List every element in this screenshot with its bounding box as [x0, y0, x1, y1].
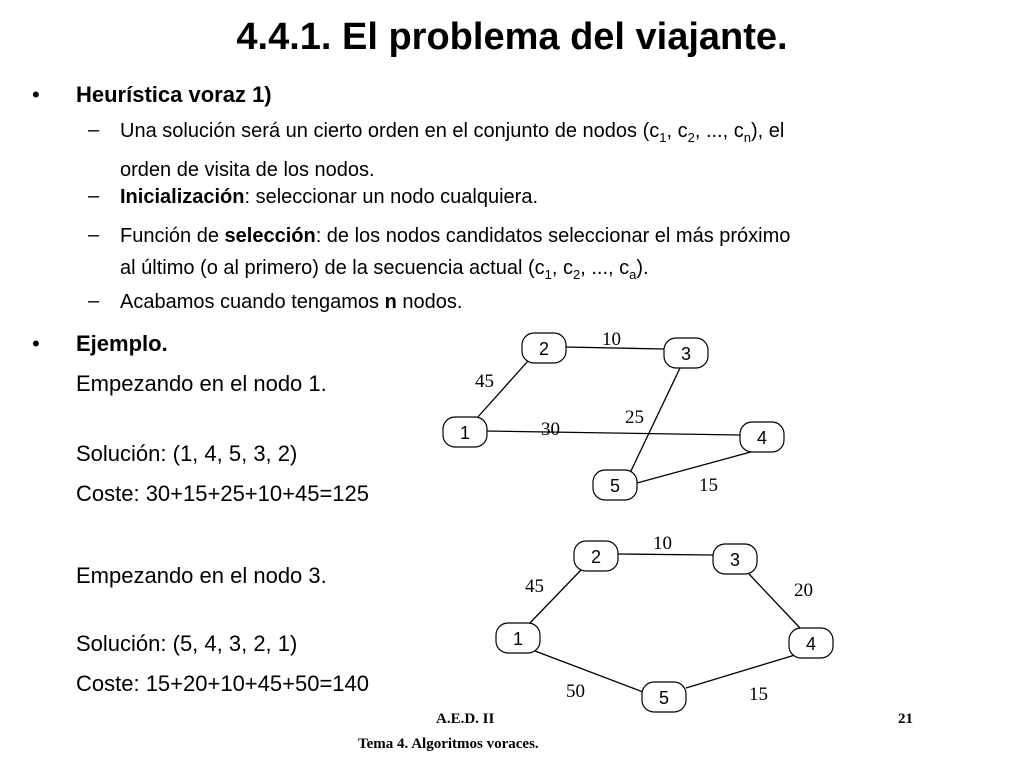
graph2-node-5-label: 5: [658, 688, 670, 708]
footer-topic: Tema 4. Algoritmos voraces.: [358, 736, 539, 752]
bullet-marker: •: [32, 82, 40, 107]
graph2-edge-1-5: [535, 651, 643, 692]
graph2-node-1-label: 1: [512, 629, 524, 649]
graph2-edge-1-2-label: 45: [525, 576, 544, 597]
graph1-edge-2-3-label: 10: [602, 329, 621, 350]
bullet-heading-heuristic: Heurística voraz 1): [76, 82, 272, 107]
example2-start: Empezando en el nodo 3.: [76, 563, 327, 588]
example1-solution: Solución: (1, 4, 5, 3, 2): [76, 441, 298, 466]
graph1-node-2-label: 2: [538, 339, 550, 359]
graph1-node-1-label: 1: [459, 423, 471, 443]
graph2-node-4-label: 4: [805, 634, 817, 654]
dash-marker: –: [88, 224, 100, 246]
graph2-edge-3-4-label: 20: [794, 580, 813, 601]
item-selection-function: Función de selección: de los nodos candidatos seleccionar el más próximo al último (o al primero) de la secuencia actual ($c_1$, $c_2$, ..., $c_a$).: [120, 225, 791, 282]
graph1-node-5-label: 5: [609, 476, 621, 496]
example2-cost: Coste: 15+20+10+45+50=140: [76, 671, 369, 696]
item-initialization: Inicialización: seleccionar un nodo cualquiera.: [120, 186, 539, 208]
graph1-edge-1-4: [485, 431, 740, 435]
graph1-edge-4-5-label: 15: [699, 475, 718, 496]
item-solution-order: Una solución será un cierto orden en el conjunto de nodos ($c_1$, $c_2$, ..., $c_n$), el orden de visita de los nodos.: [120, 120, 785, 181]
graph2-edge-4-5: [686, 655, 795, 688]
graph1-edge-3-5-label: 25: [625, 407, 644, 428]
graph1-node-4-label: 4: [756, 428, 768, 448]
graph1-edge-1-2-label: 45: [475, 371, 494, 392]
graph1-edge-4-5: [637, 450, 758, 483]
item-termination: Acabamos cuando tengamos n nodos.: [120, 291, 463, 313]
footer-course: A.E.D. II: [436, 711, 495, 727]
graph2-edges: [527, 554, 800, 692]
slide-title: 4.4.1. El problema del viajante.: [236, 16, 788, 58]
graph1-nodes: [443, 333, 784, 500]
graph2-edge-1-5-label: 50: [566, 681, 585, 702]
example1-start: Empezando en el nodo 1.: [76, 371, 327, 396]
bullet-marker: •: [32, 331, 40, 356]
graph2-node-2-label: 2: [590, 547, 602, 567]
graph2-edge-4-5-label: 15: [749, 684, 768, 705]
graph2-edge-2-3: [618, 554, 713, 555]
dash-marker: –: [88, 119, 100, 141]
graph1-edge-1-4-label: 30: [541, 419, 560, 440]
graph2-node-3-label: 3: [729, 550, 741, 570]
graph2-nodes: [496, 541, 833, 712]
bullet-heading-example: Ejemplo.: [76, 331, 168, 356]
footer-page-number: 21: [898, 711, 913, 727]
graph1-edges: [477, 347, 758, 483]
dash-marker: –: [88, 185, 100, 207]
example2-solution: Solución: (5, 4, 3, 2, 1): [76, 631, 298, 656]
graph2-edge-3-4: [749, 574, 800, 628]
example1-cost: Coste: 30+15+25+10+45=125: [76, 481, 369, 506]
dash-marker: –: [88, 290, 100, 312]
graph1-node-3-label: 3: [680, 344, 692, 364]
graph2-edge-2-3-label: 10: [653, 533, 672, 554]
